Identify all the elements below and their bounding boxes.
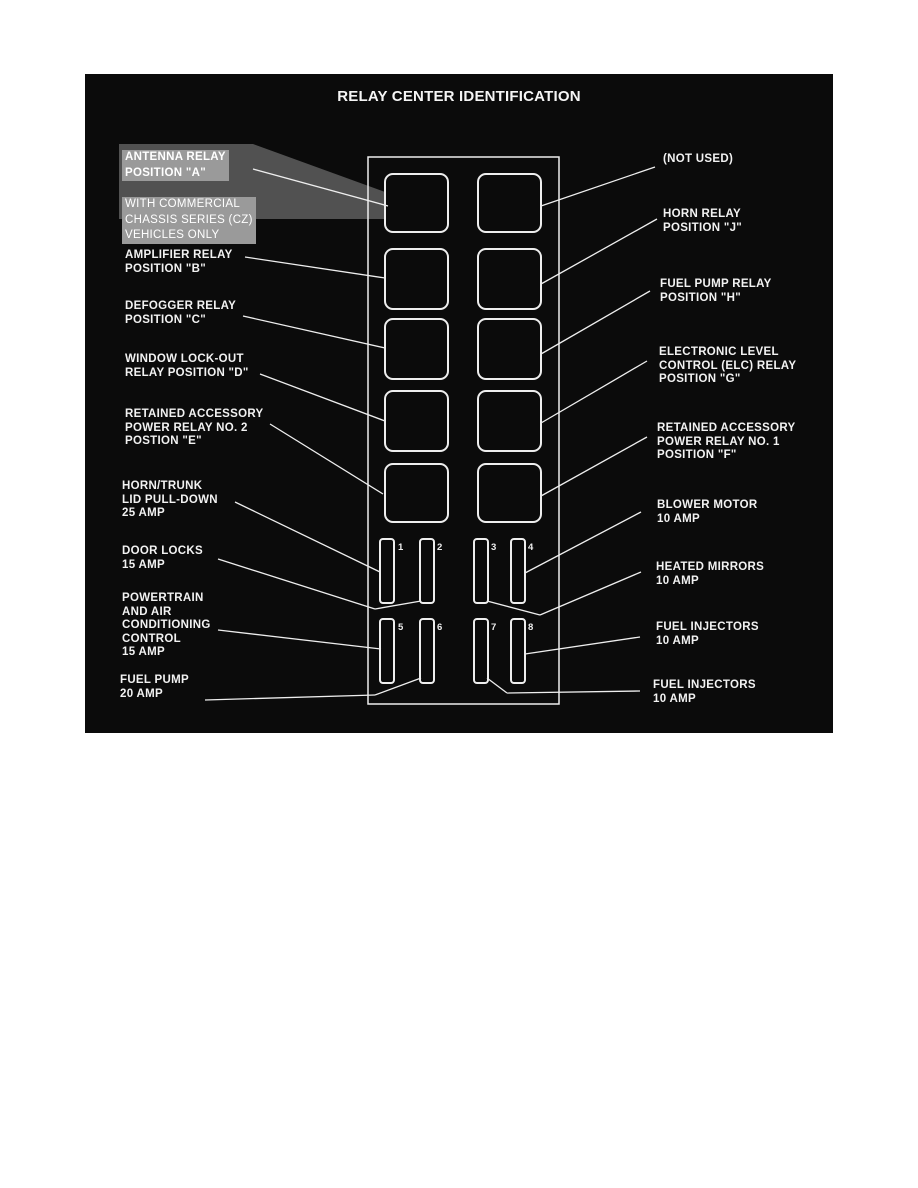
relay-not-used [478, 174, 541, 232]
label-fuel-pump: FUEL PUMP 20 AMP [120, 674, 189, 700]
leader-door-locks [218, 559, 375, 609]
fuse-3 [474, 539, 488, 603]
fuse-number-3: 3 [491, 542, 497, 553]
label-antenna-relay: ANTENNA RELAY POSITION "A" [122, 150, 229, 181]
diagram-title: RELAY CENTER IDENTIFICATION [337, 88, 581, 105]
relay-j [478, 249, 541, 309]
label-window-lockout-relay: WINDOW LOCK-OUT RELAY POSITION "D" [125, 353, 249, 379]
label-fuel-injectors-a: FUEL INJECTORS 10 AMP [656, 621, 759, 647]
label-retained-accessory-2: RETAINED ACCESSORY POWER RELAY NO. 2 POSTION "E" [125, 408, 264, 447]
fuse-number-6: 6 [437, 622, 443, 633]
fuse-number-2: 2 [437, 542, 443, 553]
relay-c [385, 319, 448, 379]
leader-amplifier [245, 257, 385, 278]
label-fuel-injectors-b: FUEL INJECTORS 10 AMP [653, 679, 756, 705]
label-retained-accessory-1: RETAINED ACCESSORY POWER RELAY NO. 1 POSITION "F" [657, 422, 796, 461]
label-powertrain: POWERTRAIN AND AIR CONDITIONING CONTROL 15 AMP [122, 592, 211, 658]
fuse-number-5: 5 [398, 622, 404, 633]
fuse-7 [474, 619, 488, 683]
fuse-number-1: 1 [398, 542, 404, 553]
relay-h [478, 319, 541, 379]
leader-defogger [243, 316, 385, 348]
leader-window-lockout [260, 374, 385, 421]
leader-elc [541, 361, 647, 423]
leader-powertrain [218, 630, 381, 649]
relay-e [385, 464, 448, 522]
fuse-8 [511, 619, 525, 683]
label-horn-trunk: HORN/TRUNK LID PULL-DOWN 25 AMP [122, 480, 218, 519]
relay-b [385, 249, 448, 309]
leader-fuel-pump-2 [375, 678, 421, 695]
fuse-number-7: 7 [491, 622, 497, 633]
label-defogger-relay: DEFOGGER RELAY POSITION "C" [125, 300, 237, 326]
label-amplifier-relay: AMPLIFIER RELAY POSITION "B" [125, 249, 233, 275]
leader-heated-mirrors [540, 572, 641, 615]
fuse-number-4: 4 [528, 542, 534, 553]
leader-not-used [541, 167, 655, 206]
relay-d [385, 391, 448, 451]
leader-retained-2 [270, 424, 383, 494]
label-fuel-pump-relay: FUEL PUMP RELAY POSITION "H" [660, 278, 772, 304]
fuse-number-8: 8 [528, 622, 534, 633]
relay-f [478, 464, 541, 522]
fuse-4 [511, 539, 525, 603]
label-horn-relay: HORN RELAY POSITION "J" [663, 208, 743, 234]
label-antenna-note: WITH COMMERCIAL CHASSIS SERIES (CZ) VEHICLES ONLY [122, 197, 256, 244]
fuse-6 [420, 619, 434, 683]
leader-retained-1 [541, 437, 647, 496]
leader-fuel-pump-relay [541, 291, 650, 354]
leader-fuel-injectors-b [507, 691, 640, 693]
leader-fuel-injectors-a [525, 637, 640, 654]
leader-fuel-injectors-b-2 [487, 678, 507, 693]
fuse-1 [380, 539, 394, 603]
relay-g [478, 391, 541, 451]
leader-blower [525, 512, 641, 573]
relay-a [385, 174, 448, 232]
label-heated-mirrors: HEATED MIRRORS 10 AMP [656, 561, 765, 587]
leader-fuel-pump [205, 695, 375, 700]
diagram-panel [85, 74, 833, 733]
leader-horn-trunk [235, 502, 380, 572]
fuse-2 [420, 539, 434, 603]
label-blower-motor: BLOWER MOTOR 10 AMP [657, 499, 758, 525]
fuse-5 [380, 619, 394, 683]
label-not-used: (NOT USED) [663, 153, 734, 165]
label-elc-relay: ELECTRONIC LEVEL CONTROL (ELC) RELAY POSITION "G" [659, 346, 797, 385]
label-door-locks: DOOR LOCKS 15 AMP [122, 545, 203, 571]
